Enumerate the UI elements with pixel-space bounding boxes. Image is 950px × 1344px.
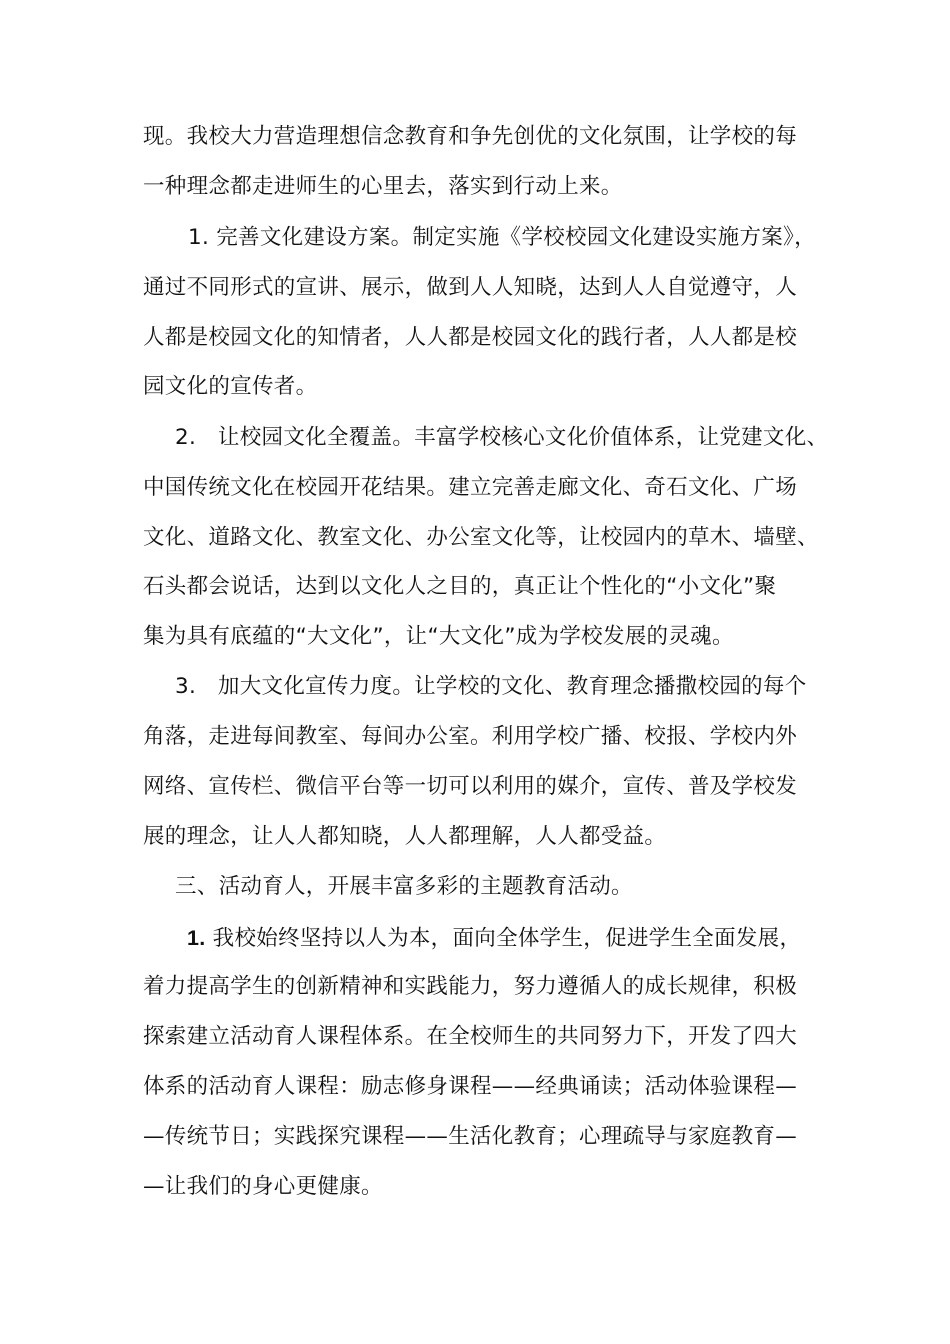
text-line: 石头都会说话，达到以文化人之目的，真正让个性化的“小文化”聚 bbox=[143, 574, 777, 599]
list-item-1-bold-line bbox=[187, 918, 887, 958]
text-line: 文化、道路文化、教室文化、办公室文化等，让校园内的草木、墙壁、 bbox=[143, 525, 819, 550]
text-line: 人都是校园文化的知情者，人人都是校园文化的践行者，人人都是校 bbox=[143, 325, 798, 350]
text-line: 体系的活动育人课程：励志修身课程——经典诵读；活动体验课程— bbox=[143, 1074, 798, 1099]
text-line: 展的理念，让人人都知晓，人人都理解，人人都受益。 bbox=[143, 824, 667, 849]
text-line: 探索建立活动育人课程体系。在全校师生的共同努力下，开发了四大 bbox=[143, 1024, 798, 1049]
text-segment: 我校始终坚持以人为本，面向全体学生，促进学生全面发展， bbox=[212, 926, 802, 951]
text-line: 通过不同形式的宣讲、展示，做到人人知晓，达到人人自觉遵守，人 bbox=[143, 275, 798, 300]
text-line: 集为具有底蕴的“大文化”，让“大文化”成为学校发展的灵魂。 bbox=[143, 624, 734, 649]
text-line: 角落，走进每间教室、每间办公室。利用学校广播、校报、学校内外 bbox=[143, 724, 798, 749]
text-line: —让我们的身心更健康。 bbox=[143, 1174, 383, 1199]
list-item-3-text: 3. 加大文化宣传力度。让学校的文化、教育理念播撒校园的每个 bbox=[175, 674, 807, 699]
bold-item-number: 1. bbox=[187, 926, 206, 950]
section-heading: 三、活动育人，开展丰富多彩的主题教育活动。 bbox=[175, 874, 633, 899]
list-item-2-text: 2. 让校园文化全覆盖。丰富学校核心文化价值体系，让党建文化、 bbox=[175, 425, 829, 450]
text-line: 园文化的宣传者。 bbox=[143, 374, 318, 399]
text-line: 一种理念都走进师生的心里去，落实到行动上来。 bbox=[143, 174, 623, 199]
text-line: 现。我校大力营造理想信念教育和争先创优的文化氛围，让学校的每 bbox=[143, 124, 798, 149]
text-line: 网络、宣传栏、微信平台等一切可以利用的媒介，宣传、普及学校发 bbox=[143, 774, 798, 799]
text-line: 中国传统文化在校园开花结果。建立完善走廊文化、奇石文化、广场 bbox=[143, 475, 798, 500]
list-item-1-text: 1. 完善文化建设方案。制定实施《学校校园文化建设实施方案》， bbox=[188, 225, 816, 250]
text-line: —传统节日；实践探究课程——生活化教育；心理疏导与家庭教育— bbox=[143, 1124, 798, 1149]
text-line: 着力提高学生的创新精神和实践能力，努力遵循人的成长规律，积极 bbox=[143, 974, 798, 999]
